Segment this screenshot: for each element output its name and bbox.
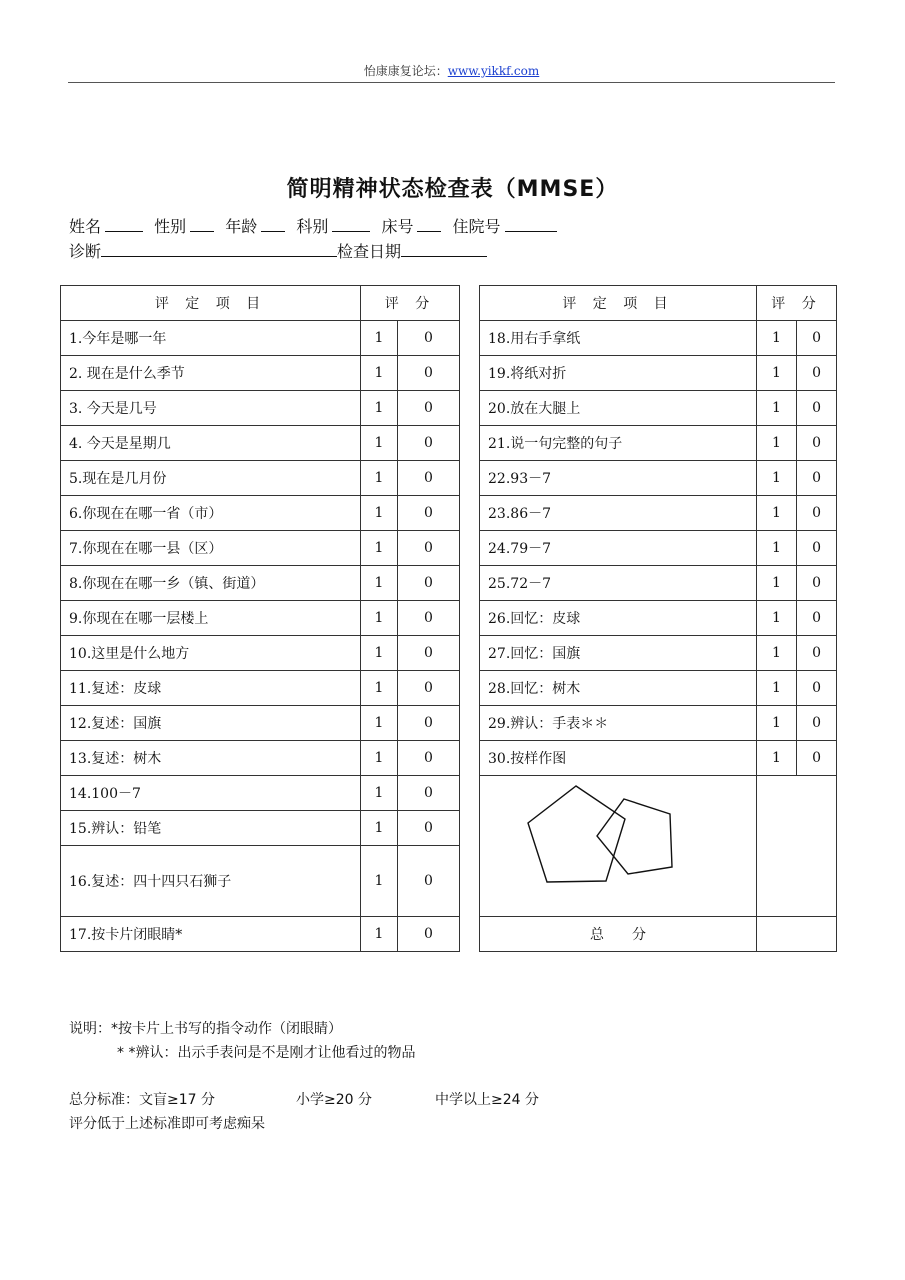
table-header-row bbox=[61, 286, 837, 321]
item-label: 12.复述：国旗 bbox=[61, 706, 361, 741]
bed-field[interactable] bbox=[417, 217, 441, 232]
score-1[interactable]: 1 bbox=[361, 356, 398, 391]
score-1[interactable]: 1 bbox=[361, 601, 398, 636]
score-1[interactable]: 1 bbox=[361, 846, 398, 917]
score-0[interactable]: 0 bbox=[398, 741, 460, 776]
score-0[interactable]: 0 bbox=[797, 356, 837, 391]
item-label: 25.72－7 bbox=[480, 566, 757, 601]
header-score-left: 评 分 bbox=[361, 286, 460, 321]
item-label: 3. 今天是几号 bbox=[61, 391, 361, 426]
std-middle: 中学以上≥24 分 bbox=[435, 1092, 539, 1108]
item-label: 13.复述：树木 bbox=[61, 741, 361, 776]
figure-score-cell[interactable] bbox=[757, 776, 837, 917]
score-1[interactable]: 1 bbox=[361, 391, 398, 426]
bed-label: 床号 bbox=[381, 217, 414, 236]
score-0[interactable]: 0 bbox=[398, 426, 460, 461]
exam-date-label: 检查日期 bbox=[337, 242, 402, 261]
score-1[interactable]: 1 bbox=[757, 706, 797, 741]
score-0[interactable]: 0 bbox=[398, 601, 460, 636]
item-label: 16.复述：四十四只石狮子 bbox=[61, 846, 361, 917]
table-row bbox=[61, 671, 837, 706]
std-illiterate: 总分标准：文盲≥17 分 bbox=[69, 1092, 215, 1108]
total-score-label: 总 分 bbox=[480, 917, 757, 952]
score-1[interactable]: 1 bbox=[757, 601, 797, 636]
exam-date-field[interactable] bbox=[401, 242, 487, 257]
score-standard-row bbox=[69, 1089, 539, 1109]
item-label: 24.79－7 bbox=[480, 531, 757, 566]
score-1[interactable]: 1 bbox=[757, 391, 797, 426]
item-label: 9.你现在在哪一层楼上 bbox=[61, 601, 361, 636]
score-1[interactable]: 1 bbox=[361, 671, 398, 706]
name-label: 姓名 bbox=[69, 217, 102, 236]
sex-label: 性别 bbox=[154, 217, 187, 236]
item-label: 5.现在是几月份 bbox=[61, 461, 361, 496]
table-row bbox=[61, 531, 837, 566]
score-0[interactable]: 0 bbox=[398, 811, 460, 846]
item-label: 27.回忆：国旗 bbox=[480, 636, 757, 671]
conclusion-text: 评分低于上述标准即可考虑痴呆 bbox=[69, 1116, 265, 1132]
copy-figure-cell bbox=[480, 776, 757, 917]
item-label: 17.按卡片闭眼睛* bbox=[61, 917, 361, 952]
score-0[interactable]: 0 bbox=[797, 496, 837, 531]
item-label: 14.100－7 bbox=[61, 776, 361, 811]
score-1[interactable]: 1 bbox=[361, 706, 398, 741]
score-0[interactable]: 0 bbox=[797, 636, 837, 671]
score-0[interactable]: 0 bbox=[398, 671, 460, 706]
score-1[interactable]: 1 bbox=[361, 496, 398, 531]
score-0[interactable]: 0 bbox=[797, 601, 837, 636]
table-row bbox=[61, 636, 837, 671]
score-0[interactable]: 0 bbox=[398, 706, 460, 741]
score-1[interactable]: 1 bbox=[361, 461, 398, 496]
score-0[interactable]: 0 bbox=[797, 741, 837, 776]
score-0[interactable]: 0 bbox=[797, 671, 837, 706]
score-1[interactable]: 1 bbox=[757, 566, 797, 601]
page-header bbox=[68, 62, 835, 83]
score-1[interactable]: 1 bbox=[361, 776, 398, 811]
item-label: 26.回忆：皮球 bbox=[480, 601, 757, 636]
item-label: 1.今年是哪一年 bbox=[61, 321, 361, 356]
diagnosis-field[interactable] bbox=[101, 242, 337, 257]
score-0[interactable]: 0 bbox=[398, 776, 460, 811]
age-label: 年龄 bbox=[225, 217, 258, 236]
score-1[interactable]: 1 bbox=[361, 531, 398, 566]
score-0[interactable]: 0 bbox=[398, 321, 460, 356]
notes-line-2: * *辨认：出示手表问是不是刚才让他看过的物品 bbox=[117, 1045, 416, 1061]
table-row bbox=[61, 496, 837, 531]
item-label: 15.辨认：铅笔 bbox=[61, 811, 361, 846]
admission-label: 住院号 bbox=[452, 217, 501, 236]
item-label: 30.按样作图 bbox=[480, 741, 757, 776]
header-score-right: 评 分 bbox=[757, 286, 837, 321]
score-0[interactable]: 0 bbox=[398, 917, 460, 952]
table-row bbox=[61, 426, 837, 461]
diagnosis-label: 诊断 bbox=[69, 242, 102, 261]
table-row bbox=[61, 776, 837, 811]
item-label: 8.你现在在哪一乡（镇、街道） bbox=[61, 566, 361, 601]
item-label: 6.你现在在哪一省（市） bbox=[61, 496, 361, 531]
score-1[interactable]: 1 bbox=[757, 496, 797, 531]
table-row bbox=[61, 706, 837, 741]
score-1[interactable]: 1 bbox=[361, 917, 398, 952]
score-1[interactable]: 1 bbox=[361, 811, 398, 846]
intersecting-pentagons-icon bbox=[480, 776, 756, 918]
mmse-table bbox=[60, 285, 837, 952]
score-1[interactable]: 1 bbox=[757, 531, 797, 566]
score-1[interactable]: 1 bbox=[361, 636, 398, 671]
notes-line-1: 说明：*按卡片上书写的指令动作（闭眼睛） bbox=[69, 1021, 342, 1037]
item-label: 28.回忆：树木 bbox=[480, 671, 757, 706]
dept-field[interactable] bbox=[332, 217, 370, 232]
score-0[interactable]: 0 bbox=[797, 461, 837, 496]
item-label: 23.86－7 bbox=[480, 496, 757, 531]
score-1[interactable]: 1 bbox=[361, 741, 398, 776]
item-label: 7.你现在在哪一县（区） bbox=[61, 531, 361, 566]
score-1[interactable]: 1 bbox=[757, 741, 797, 776]
age-field[interactable] bbox=[261, 217, 285, 232]
score-0[interactable]: 0 bbox=[398, 846, 460, 917]
header-item-left: 评 定 项 目 bbox=[61, 286, 361, 321]
page-title: 简明精神状态检查表（MMSE） bbox=[286, 177, 619, 202]
column-gap bbox=[460, 286, 480, 952]
score-1[interactable]: 1 bbox=[757, 356, 797, 391]
score-0[interactable]: 0 bbox=[398, 356, 460, 391]
item-label: 22.93－7 bbox=[480, 461, 757, 496]
header-prefix: 怡康康复论坛： bbox=[363, 64, 448, 78]
item-label: 2. 现在是什么季节 bbox=[61, 356, 361, 391]
score-1[interactable]: 1 bbox=[361, 321, 398, 356]
score-1[interactable]: 1 bbox=[757, 636, 797, 671]
name-field[interactable] bbox=[105, 217, 143, 232]
table-row bbox=[61, 566, 837, 601]
score-0[interactable]: 0 bbox=[797, 706, 837, 741]
item-label: 29.辨认：手表＊＊ bbox=[480, 706, 757, 741]
score-0[interactable]: 0 bbox=[398, 496, 460, 531]
score-1[interactable]: 1 bbox=[757, 461, 797, 496]
score-0[interactable]: 0 bbox=[398, 636, 460, 671]
forum-link[interactable]: www.yikkf.com bbox=[447, 64, 540, 78]
item-label: 20.放在大腿上 bbox=[480, 391, 757, 426]
header-item-right: 评 定 项 目 bbox=[480, 286, 757, 321]
item-label: 19.将纸对折 bbox=[480, 356, 757, 391]
admission-field[interactable] bbox=[505, 217, 557, 232]
diagnosis-row bbox=[69, 239, 493, 262]
table-row bbox=[61, 601, 837, 636]
score-0[interactable]: 0 bbox=[797, 566, 837, 601]
sex-field[interactable] bbox=[190, 217, 214, 232]
item-label: 4. 今天是星期几 bbox=[61, 426, 361, 461]
score-0[interactable]: 0 bbox=[797, 426, 837, 461]
score-0[interactable]: 0 bbox=[398, 531, 460, 566]
patient-info-row bbox=[69, 214, 563, 237]
total-score-field[interactable] bbox=[757, 917, 837, 952]
item-label: 18.用右手拿纸 bbox=[480, 321, 757, 356]
score-1[interactable]: 1 bbox=[757, 321, 797, 356]
table-row bbox=[61, 356, 837, 391]
score-0[interactable]: 0 bbox=[398, 461, 460, 496]
std-primary: 小学≥20 分 bbox=[296, 1092, 372, 1108]
item-label: 21.说一句完整的句子 bbox=[480, 426, 757, 461]
score-1[interactable]: 1 bbox=[361, 426, 398, 461]
score-0[interactable]: 0 bbox=[398, 566, 460, 601]
table-row bbox=[61, 917, 837, 952]
score-0[interactable]: 0 bbox=[398, 391, 460, 426]
item-label: 10.这里是什么地方 bbox=[61, 636, 361, 671]
table-row bbox=[61, 461, 837, 496]
score-1[interactable]: 1 bbox=[757, 426, 797, 461]
score-1[interactable]: 1 bbox=[361, 566, 398, 601]
score-0[interactable]: 0 bbox=[797, 531, 837, 566]
score-0[interactable]: 0 bbox=[797, 321, 837, 356]
table-row bbox=[61, 321, 837, 356]
score-1[interactable]: 1 bbox=[757, 671, 797, 706]
score-0[interactable]: 0 bbox=[797, 391, 837, 426]
item-label: 11.复述：皮球 bbox=[61, 671, 361, 706]
dept-label: 科别 bbox=[296, 217, 329, 236]
table-row bbox=[61, 741, 837, 776]
table-row bbox=[61, 391, 837, 426]
